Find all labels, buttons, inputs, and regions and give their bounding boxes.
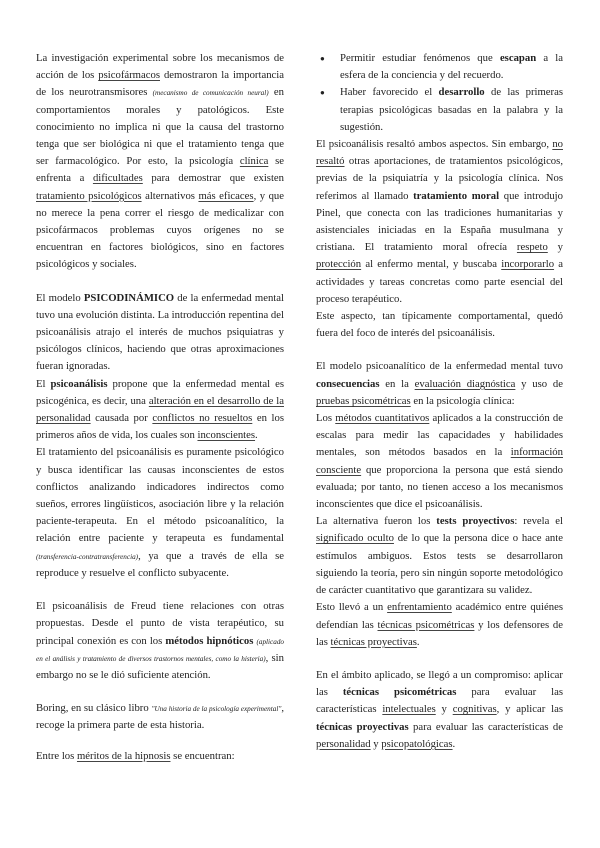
text: académico entre quiénes defendían las: [316, 601, 563, 631]
text: Los: [316, 412, 336, 425]
underlined-term: técnicas proyectivas: [330, 635, 417, 648]
text: se enfrenta a: [36, 155, 284, 185]
text: En el ámbito aplicado, se llegó a un compromiso: aplicar las: [316, 668, 563, 699]
text: en los primeros años de vida, los cuales son: [36, 412, 284, 442]
text: para demostrar que existen: [142, 172, 284, 185]
text: Esto llevó a un: [316, 601, 388, 614]
underlined-term: inconscientes: [197, 429, 256, 442]
bold-term: técnicas psicométricas: [342, 686, 457, 699]
bold-term: escapan: [499, 52, 537, 64]
underlined-term: méritos de la hipnosis: [76, 749, 171, 762]
underlined-term: incorporarlo: [501, 258, 555, 271]
underlined-term: personalidad: [316, 737, 371, 750]
text: , sin embargo no se le dió suficiente atención.: [36, 651, 284, 681]
underlined-term: dificultades: [92, 172, 143, 185]
text: que introdujo Pinel, que conecta con las tradiciones humanitarias y asistenciales iniciadas en la España musulmana y cristiana. El tratamiento moral ofrecía: [316, 189, 563, 254]
left-column: [36, 50, 284, 765]
underlined-term: psicofármacos: [98, 69, 160, 82]
bold-term: desarrollo: [438, 86, 485, 99]
underlined-term: enfrentamiento: [387, 601, 452, 614]
text: y: [370, 737, 382, 750]
paragraph-psicoanalisis: [36, 376, 284, 445]
text: en la psicología clínica:: [410, 394, 515, 407]
text: .: [416, 635, 420, 648]
bold-term: tratamiento moral: [413, 189, 500, 202]
bold-term: tests proyectivos: [436, 515, 515, 528]
paragraph-compromiso: [316, 667, 563, 753]
text: en la: [379, 377, 415, 390]
underlined-term: no resaltó: [316, 138, 563, 168]
text: y uso de: [515, 377, 563, 390]
text: Entre los: [36, 749, 77, 762]
bold-term: métodos hipnóticos: [165, 634, 254, 647]
underlined-term: psicopatológicas: [381, 737, 453, 750]
small-note: "Una historia de la psicología experimental": [151, 705, 282, 714]
bold-term: técnicas proyectivas: [316, 720, 409, 733]
text: y: [435, 703, 453, 716]
underlined-term: clínica: [239, 155, 269, 168]
text: para evaluar las características: [316, 686, 564, 716]
right-column: [316, 50, 563, 753]
text: de lo que la persona dice o hace ante estímulos ambiguos. Estos tests se desarrollaron siguiendo la teoría, pero sin ningún soporte metodológico de carácter cuantitativo que garantizara su validez.: [316, 532, 563, 597]
underlined-term: significado oculto: [316, 532, 394, 545]
text: El psicoanálisis de Freud tiene relaciones con otras propuestas. Desde el punto de vista terapéutico, su principal conexión es con los: [36, 600, 284, 647]
text: en comportamientos morales y patológicos. Este conocimiento no implica ni que la causa del trastorno tenga que ser biológica ni que el tratamiento tenga que ser farmacológico. Por esto, la psicología: [36, 86, 284, 168]
bold-term: consecuencias: [316, 377, 380, 390]
text: Boring, en su clásico libro: [36, 702, 152, 715]
paragraph-freud: [36, 598, 284, 684]
paragraph-enfrentamiento: [316, 599, 563, 651]
underlined-term: conflictos no resueltos: [152, 412, 253, 425]
list-item: [316, 84, 563, 136]
small-note: (transferencia-contratransferencia): [36, 552, 139, 561]
text: y los defensores de las: [316, 618, 563, 648]
bold-term: PSICODINÁMICO: [83, 291, 175, 304]
text: , y que no merece la pena correr el riesgo de medicalizar con psicofármacos problemas cuyos orígenes no se encuentran en factores biológicos, sino en factores psicológicos y sociales.: [36, 189, 284, 271]
text: demostraron la importancia de los neurotransmisores: [36, 69, 284, 99]
text: .: [452, 737, 456, 750]
bold-term: psicoanálisis: [50, 377, 108, 390]
text: La alternativa fueron los: [316, 515, 437, 528]
paragraph-tratamiento: [36, 444, 284, 582]
text: El tratamiento del psicoanálisis es puramente psicológico y busca identificar las causas inconscientes de estos conflictos analizando indicadores indirectos como sueños, errores lingüísticos, asociación libre y la relación paciente-terapeuta. En el método psicoanalítico, la relación entre paciente y terapeuta es fundamental: [36, 446, 284, 545]
text: El psicoanálisis resaltó ambos aspectos. Sin embargo,: [316, 138, 553, 151]
text: : revela el: [514, 515, 563, 528]
text: La investigación experimental sobre los mecanismos de acción de los: [36, 52, 284, 82]
underlined-term: tratamiento psicológicos: [36, 189, 142, 202]
text: alternativos: [141, 189, 199, 202]
paragraph-tratamiento-moral: [316, 136, 563, 308]
text: para evaluar las características de: [408, 720, 563, 733]
paragraph-modelo-psicodinamico: [36, 290, 284, 376]
underlined-term: respeto: [516, 241, 548, 254]
underlined-term: cognitivas: [452, 703, 497, 716]
text: El modelo: [36, 291, 84, 304]
underlined-term: protección: [316, 258, 362, 271]
text: , y aplicar las: [496, 703, 563, 716]
paragraph-meritos: [36, 748, 284, 765]
text: otras aportaciones, de tratamientos psicológicos, previas de la psiquiatría y la psicología clínica. Nos referimos al llamado: [316, 155, 563, 202]
underlined-term: información consciente: [316, 446, 563, 476]
text: , recoge la primera parte de esta historia.: [36, 702, 285, 732]
text: El modelo psicoanalítico de la enfermedad mental tuvo: [316, 360, 563, 373]
paragraph-aspecto: Este aspecto, tan típicamente comportamental, quedó fuera del foco de interés del psicoanálisis.: [316, 310, 563, 340]
underlined-term: alteración en el desarrollo de la personalidad: [36, 394, 284, 425]
underlined-term: pruebas psicométricas: [316, 394, 411, 407]
text: propone que la enfermedad mental es psicogénica, es decir, una: [36, 377, 284, 407]
underlined-term: métodos cuantitativos: [335, 412, 430, 425]
underlined-term: técnicas psicométricas: [377, 618, 475, 631]
bullet-list: [316, 50, 563, 136]
paragraph-boring: [36, 700, 284, 734]
underlined-term: intelectuales: [382, 703, 436, 716]
paragraph-metodos-cuantitativos: [316, 410, 563, 513]
small-note: (mecanismo de comunicación neural): [152, 89, 269, 98]
text: se encuentran:: [170, 749, 235, 762]
text: aplicados a la construcción de escalas para medir las capacidades y habilidades mentales, son métodos basados en la: [316, 412, 563, 459]
text: y: [547, 241, 563, 254]
text: al enfermo mental, y buscaba: [361, 258, 502, 271]
text: de las primeras terapias psicológicas basadas en la palabra y la sugestión.: [340, 86, 563, 133]
text: que proporciona la persona que está siendo evaluada; por tanto, no tienen acceso a los mecanismos inconscientes que dice el psicoanálisis.: [316, 463, 563, 511]
underlined-term: más eficaces: [198, 189, 254, 202]
text: a la esfera de la conciencia y del recuerdo.: [340, 52, 563, 82]
list-item: [316, 50, 563, 84]
small-note: (aplicado en el análisis y tratamiento de diversos trastornos mentales, como la histeria): [36, 637, 285, 663]
paragraph-consecuencias: [316, 358, 563, 410]
text: a actividades y tareas concretas como parte esencial del proceso terapéutico.: [316, 258, 564, 305]
paragraph-tests-proyectivos: [316, 513, 563, 599]
paragraph-psicofarmacos: [36, 50, 284, 274]
text: causada por: [90, 412, 153, 425]
text: de la enfermedad mental tuvo una evolución distinta. La introducción repentina del psicoanálisis atrajo el interés de muchos psiquiatras y psicólogos clínicos, haciendo que otras aproximaciones fueran ignoradas.: [36, 291, 284, 373]
text: Haber favorecido el: [340, 86, 439, 99]
underlined-term: evaluación diagnóstica: [414, 377, 516, 390]
text: El: [36, 377, 51, 390]
text: , ya que a través de ella se reproduce y resuelve el conflicto subyacente.: [36, 549, 284, 579]
text: .: [255, 429, 258, 442]
text: Permitir estudiar fenómenos que: [340, 52, 500, 64]
